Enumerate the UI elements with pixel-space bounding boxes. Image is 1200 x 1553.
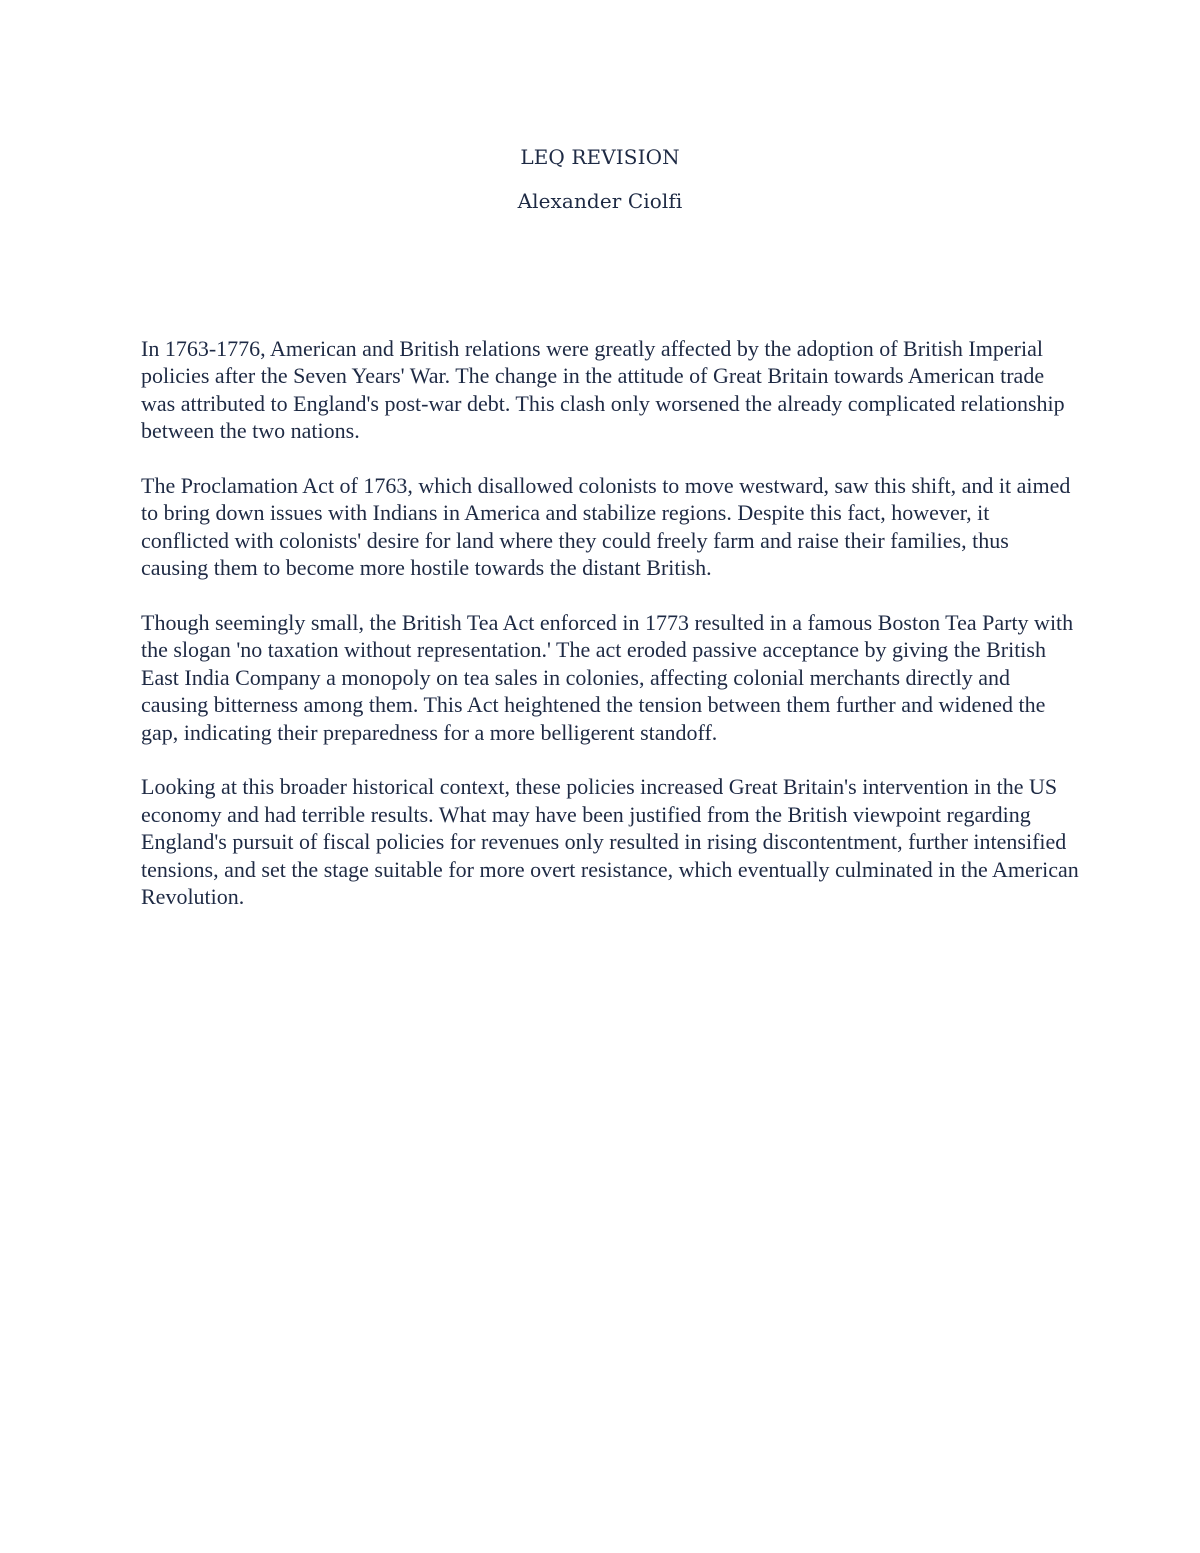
paragraph-4: Looking at this broader historical context, these policies increased Great Britain's intervention in the US economy and had terrible results. What may have been justified from the British viewpoint regarding England's pursuit of fiscal policies for revenues only resulted in rising discontentment, further intensified tensions, and set the stage suitable for more overt resistance, which eventually culminated in the American Revolution. xyxy=(141,774,1079,910)
paragraph-1: In 1763-1776, American and British relations were greatly affected by the adoption of British Imperial policies after the Seven Years' War. The change in the attitude of Great Britain towards American trade was attributed to England's post-war debt. This clash only worsened the already complicated relationship between the two nations. xyxy=(141,336,1065,444)
document-body xyxy=(141,335,1081,938)
document-author: Alexander Ciolfi xyxy=(517,189,683,213)
paragraph-3: Though seemingly small, the British Tea Act enforced in 1773 resulted in a famous Boston Tea Party with the slogan 'no taxation without representation.' The act eroded passive acceptance by giving the British East India Company a monopoly on tea sales in colonies, affecting colonial merchants directly and causing bitterness among them. This Act heightened the tension between them further and widened the gap, indicating their preparedness for a more belligerent standoff. xyxy=(141,610,1074,745)
paragraph-2: The Proclamation Act of 1763, which disallowed colonists to move westward, saw this shift, and it aimed to bring down issues with Indians in America and stabilize regions. Despite this fact, however, it conflicted with colonists' desire for land where they could freely farm and raise their families, thus causing them to become more hostile towards the distant British. xyxy=(141,473,1071,581)
document-title: LEQ REVISION xyxy=(520,145,680,169)
